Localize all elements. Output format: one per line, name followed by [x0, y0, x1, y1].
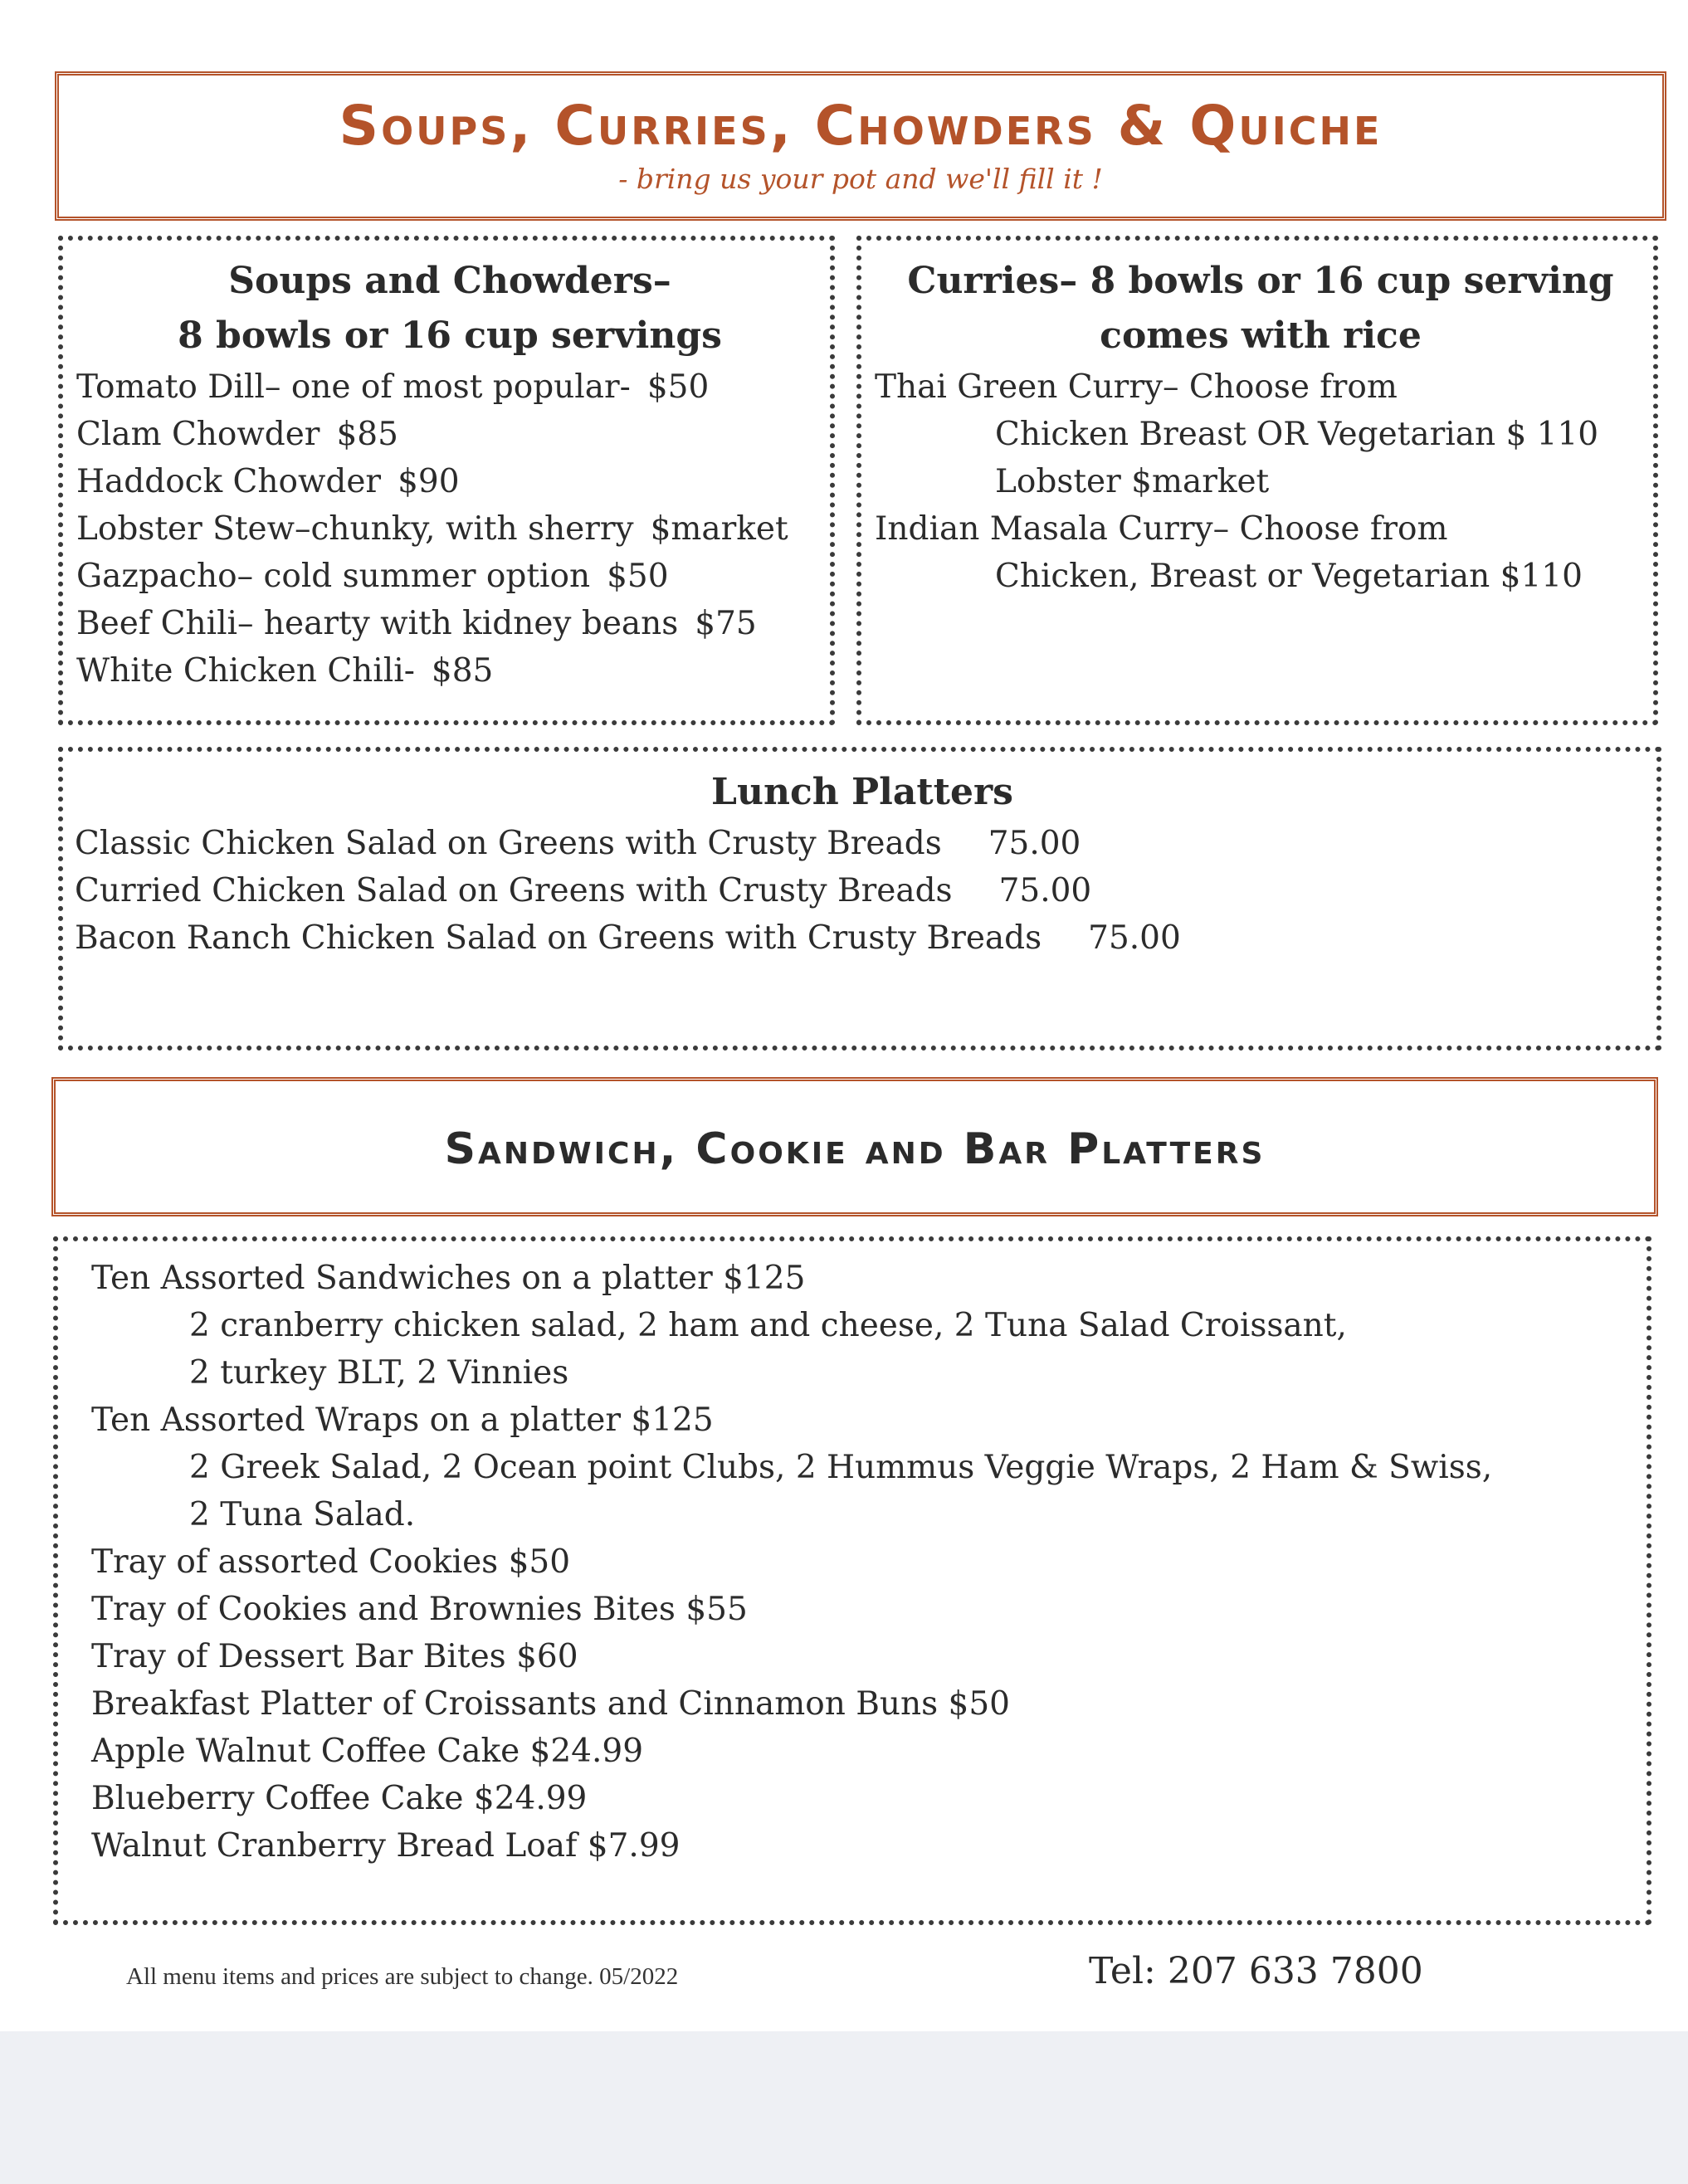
- menu-item: Tray of assorted Cookies $50: [91, 1543, 571, 1581]
- menu-sub-item: Chicken, Breast or Vegetarian $110: [995, 558, 1583, 595]
- section-header-sandwich: [51, 1077, 1658, 1216]
- phone-number: Tel: 207 633 7800: [1089, 1950, 1423, 1992]
- section-subtitle: - bring us your pot and we'll fill it !: [618, 163, 1103, 195]
- soups-box: [58, 236, 835, 725]
- menu-item: Ten Assorted Sandwiches on a platter $125: [91, 1260, 806, 1297]
- menu-item: Thai Green Curry– Choose from: [875, 368, 1398, 406]
- menu-item: Bacon Ranch Chicken Salad on Greens with Crusty Breads 75.00: [75, 919, 1181, 957]
- menu-item: Classic Chicken Salad on Greens with Crusty Breads 75.00: [75, 825, 1081, 862]
- soups-heading-line2: 8 bowls or 16 cup servings: [178, 314, 722, 357]
- menu-item: Beef Chili– hearty with kidney beans $75: [76, 605, 757, 642]
- menu-item: Indian Masala Curry– Choose from: [875, 510, 1448, 548]
- lunch-heading: Lunch Platters: [711, 771, 1013, 813]
- menu-sub-item: 2 Tuna Salad.: [189, 1496, 416, 1533]
- curries-heading-line1: Curries– 8 bowls or 16 cup serving: [907, 260, 1614, 302]
- menu-item: Haddock Chowder $90: [76, 463, 460, 500]
- curries-heading-line2: comes with rice: [1100, 314, 1422, 357]
- menu-item: Tomato Dill– one of most popular- $50: [76, 368, 710, 406]
- menu-item: Tray of Dessert Bar Bites $60: [91, 1638, 578, 1675]
- disclaimer-note: All menu items and prices are subject to change. 05/2022: [126, 1963, 679, 1990]
- sandwich-platters-box: [53, 1236, 1651, 1925]
- menu-sub-item: Chicken Breast OR Vegetarian $ 110: [995, 416, 1599, 453]
- curries-box: [856, 236, 1658, 725]
- menu-item: Breakfast Platter of Croissants and Cinnamon Buns $50: [91, 1685, 1010, 1723]
- menu-item: Curried Chicken Salad on Greens with Crusty Breads 75.00: [75, 872, 1092, 909]
- menu-item: Ten Assorted Wraps on a platter $125: [91, 1402, 714, 1439]
- lunch-platters-box: [58, 747, 1661, 1051]
- menu-item: Tray of Cookies and Brownies Bites $55: [91, 1591, 748, 1628]
- menu-item: Walnut Cranberry Bread Loaf $7.99: [91, 1827, 681, 1865]
- soups-heading-line1: Soups and Chowders–: [228, 260, 671, 302]
- page-bottom-band: [0, 2031, 1688, 2184]
- menu-sub-item: 2 Greek Salad, 2 Ocean point Clubs, 2 Hummus Veggie Wraps, 2 Ham & Swiss,: [189, 1449, 1493, 1486]
- menu-sub-item: Lobster $market: [995, 463, 1270, 500]
- menu-item: Clam Chowder $85: [76, 416, 398, 453]
- menu-sub-item: 2 cranberry chicken salad, 2 ham and cheese, 2 Tuna Salad Croissant,: [189, 1307, 1347, 1344]
- menu-item: Lobster Stew–chunky, with sherry $market: [76, 510, 788, 548]
- menu-item: Gazpacho– cold summer option $50: [76, 558, 669, 595]
- section-header-soups: [55, 71, 1666, 221]
- section-title: Soups, Curries, Chowders & Quiche: [339, 94, 1383, 158]
- section-title: Sandwich, Cookie and Bar Platters: [444, 1124, 1266, 1174]
- menu-item: White Chicken Chili- $85: [76, 652, 494, 690]
- menu-sub-item: 2 turkey BLT, 2 Vinnies: [189, 1354, 569, 1392]
- menu-item: Blueberry Coffee Cake $24.99: [91, 1780, 588, 1817]
- menu-item: Apple Walnut Coffee Cake $24.99: [91, 1733, 644, 1770]
